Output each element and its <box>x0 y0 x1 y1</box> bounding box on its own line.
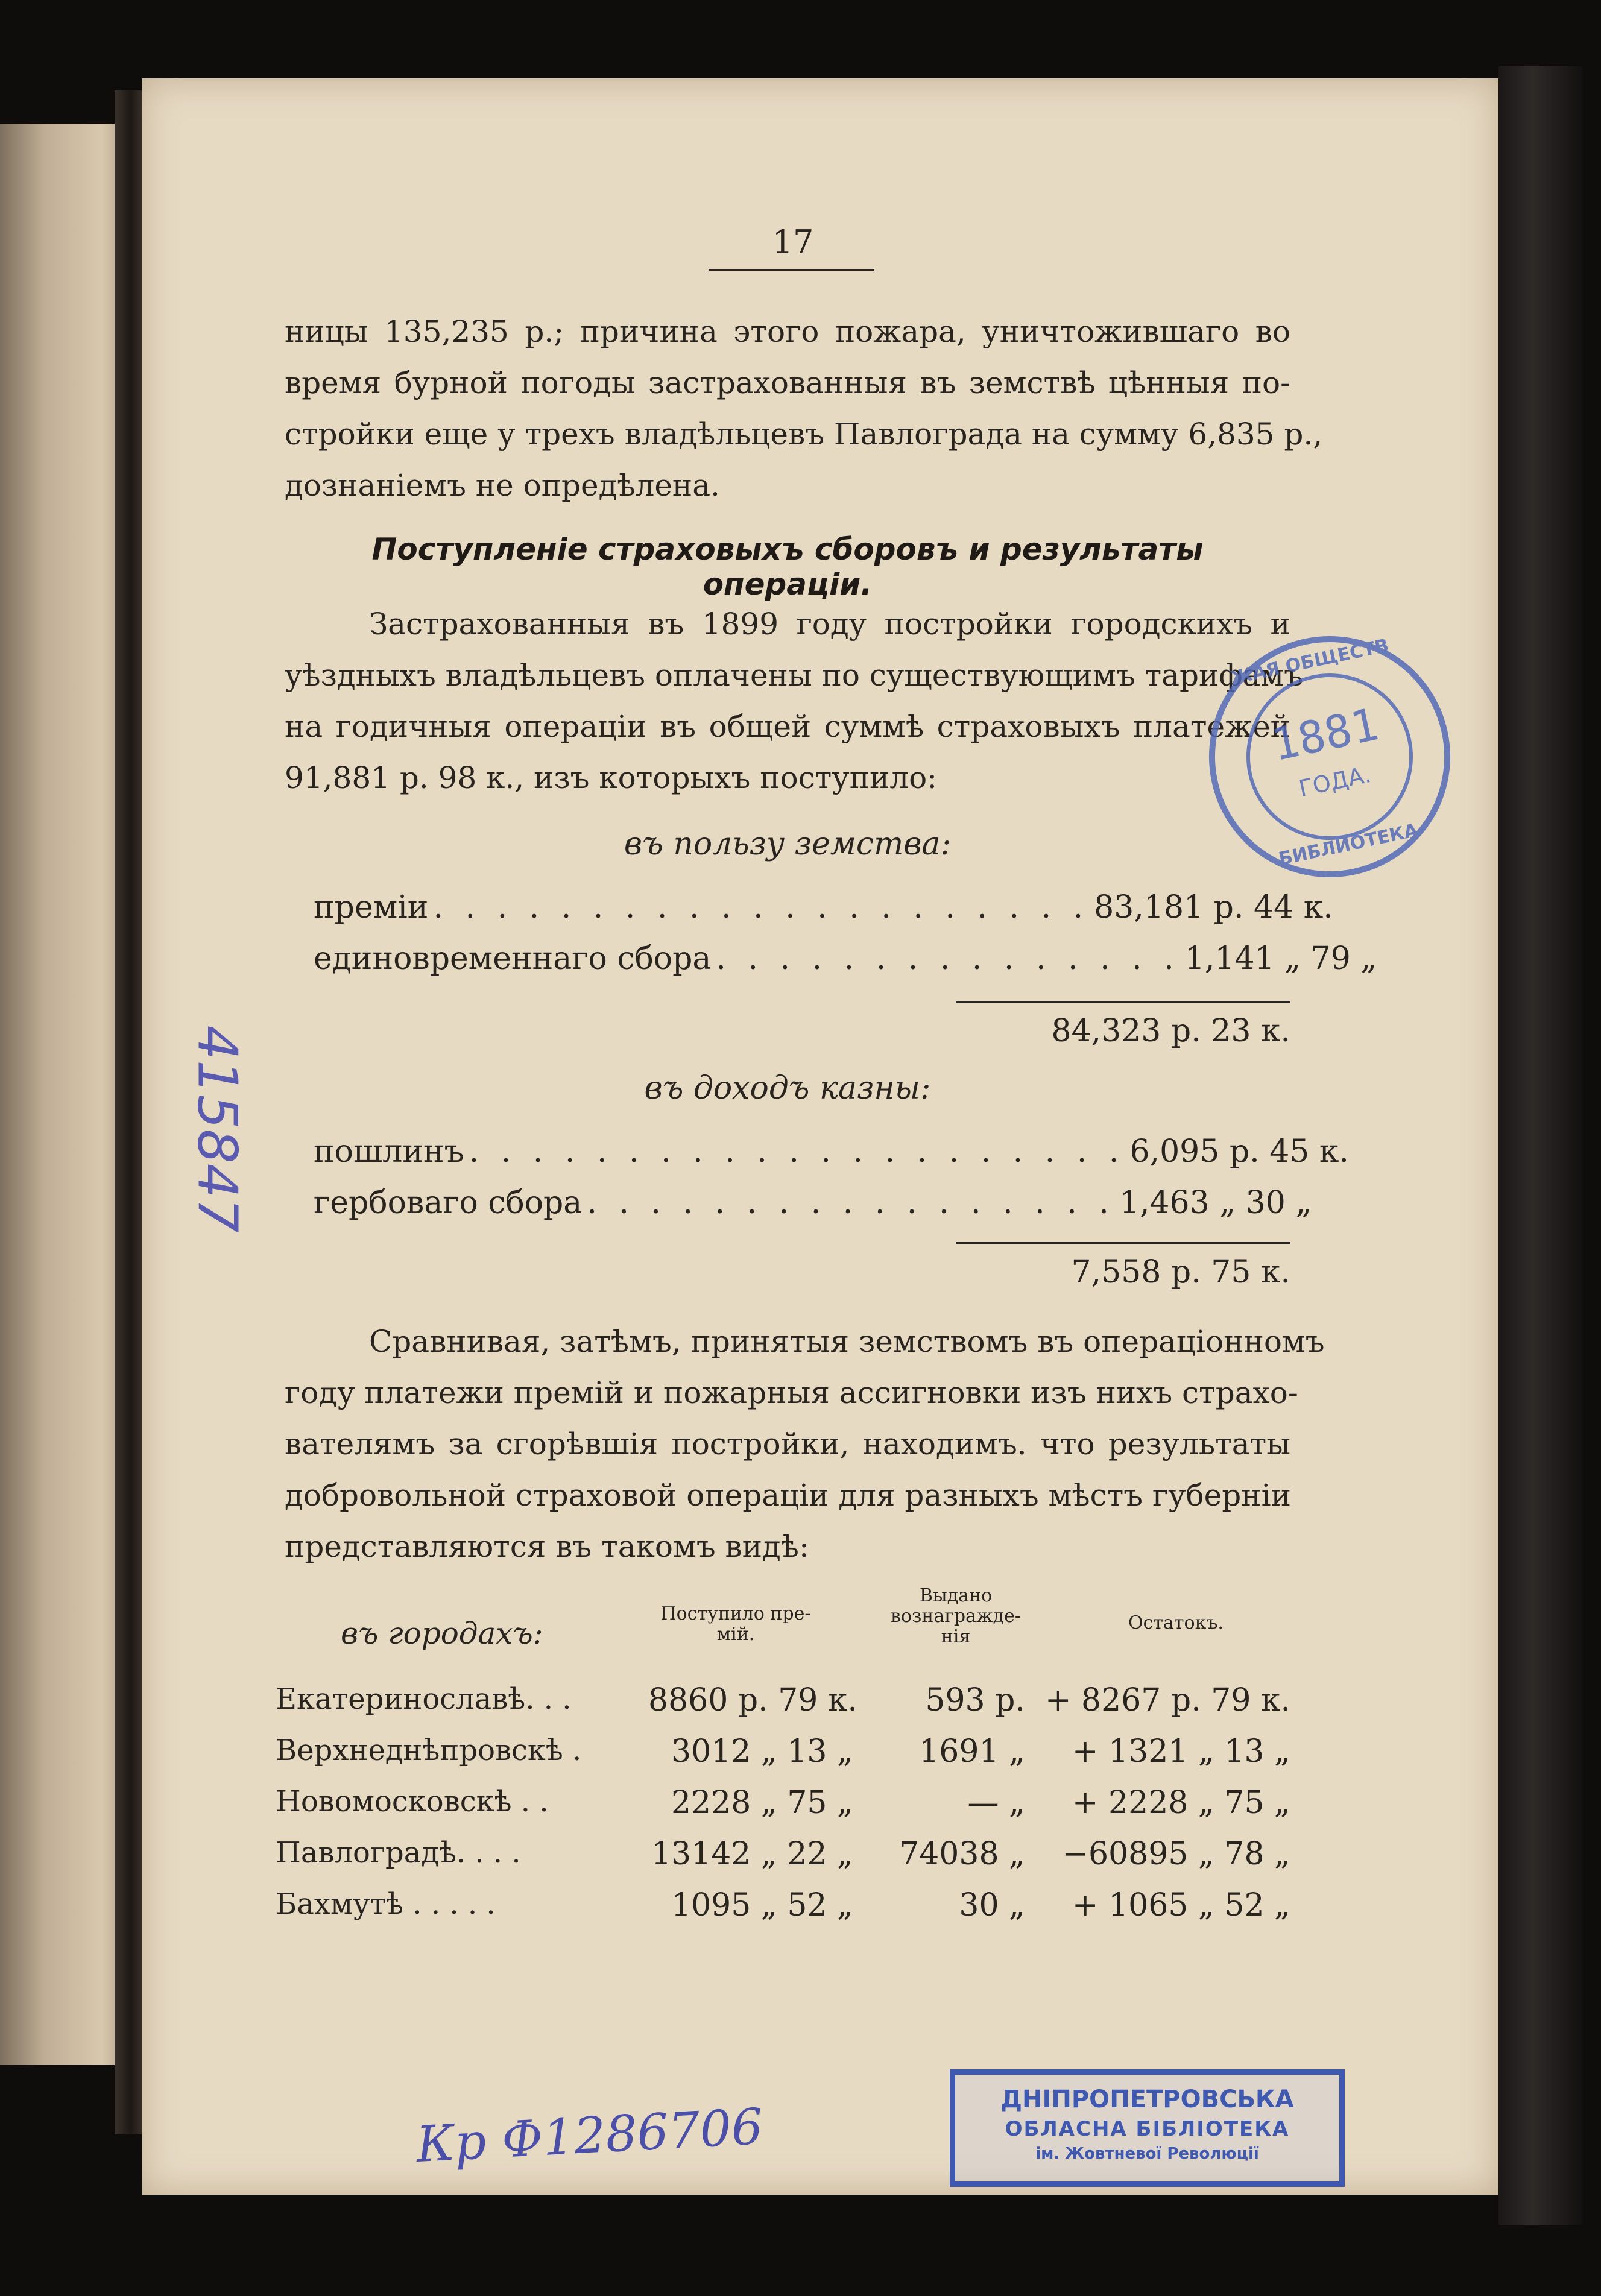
city-name: Павлоградѣ. . . . <box>276 1836 521 1870</box>
ledger-amount: 1,141 „ 79 „ <box>1184 941 1377 977</box>
stamp-rect-line: ОБЛАСНА БІБЛІОТЕКА <box>1005 2117 1290 2141</box>
paragraph-1-line: дознаніемъ не опредѣлена. <box>285 468 720 503</box>
city-name: Екатеринославѣ. . . <box>276 1682 572 1716</box>
handwritten-shelfmark: Кр Ф1286706 <box>414 2098 765 2174</box>
cell-balance: + 1321 „ 13 „ <box>1072 1733 1290 1770</box>
leader-dots: . . . . . . . . . . . . . . . . . . . . . <box>433 889 1090 926</box>
ledger-label: преміи <box>314 889 429 926</box>
ledger-label: пошлинъ <box>314 1134 464 1170</box>
ledger-row <box>314 1134 1349 1176</box>
cell-received: 3012 „ 13 „ <box>671 1733 853 1770</box>
cell-balance: −60895 „ 78 „ <box>1062 1836 1290 1872</box>
sum-rule <box>956 1001 1290 1003</box>
cell-received: 8860 р. 79 к. <box>648 1682 857 1718</box>
section-heading: Поступленіе страховыхъ сборовъ и результаты операціи. <box>371 532 1204 602</box>
paragraph-1-line: время бурной погоды застрахованныя въ земствѣ цѣнныя по- <box>285 365 1290 400</box>
paragraph-2-line: Застрахованныя въ 1899 году постройки городскихъ и <box>369 607 1290 642</box>
ledger-label: единовременнаго сбора <box>314 941 712 977</box>
header-received <box>636 1604 835 1645</box>
rect-library-stamp <box>950 2069 1345 2187</box>
left-page-edge <box>0 124 127 2065</box>
paragraph-2-line: уѣздныхъ владѣльцевъ оплачены по существующимъ тарифамъ <box>285 658 1303 693</box>
ledger-amount: 6,095 р. 45 к. <box>1129 1134 1349 1170</box>
paragraph-1-line: стройки еще у трехъ владѣльцевъ Павлограда на сумму 6,835 р., <box>285 417 1323 452</box>
paragraph-3-line: году платежи премій и пожарныя ассигновки изъ нихъ страхо- <box>285 1375 1298 1410</box>
cell-paid: 74038 „ <box>899 1836 1025 1872</box>
cell-received: 2228 „ 75 „ <box>671 1785 853 1821</box>
stamp-top-text: ЖАЯ ОБЩЕСТВ <box>1228 635 1391 689</box>
margin-inventory-number: 415847 <box>185 1025 249 1233</box>
book-binding <box>1498 66 1583 2225</box>
header-paid-line: вознагражде- <box>891 1606 1021 1627</box>
ledger-row <box>314 941 1377 983</box>
stamp-rect-line: ім. Жовтневої Революції <box>1035 2145 1259 2163</box>
cell-paid: — „ <box>967 1785 1025 1821</box>
cell-balance: + 2228 „ 75 „ <box>1072 1785 1290 1821</box>
leader-dots: . . . . . . . . . . . . . . . . . . . . . <box>469 1134 1125 1170</box>
header-paid <box>868 1586 1043 1647</box>
stamp-rect-line: ДНІПРОПЕТРОВСЬКА <box>1000 2086 1294 2113</box>
cell-received: 13142 „ 22 „ <box>651 1836 853 1872</box>
header-balance <box>1085 1613 1266 1633</box>
header-paid-line: нія <box>941 1626 971 1647</box>
zemstvo-total: 84,323 р. 23 к. <box>1051 1013 1290 1049</box>
paragraph-3-line: добровольной страховой операціи для разныхъ мѣстъ губерніи <box>285 1478 1291 1513</box>
city-name: Верхнеднѣпровскѣ . <box>276 1733 582 1767</box>
header-received-line: Поступило пре- <box>660 1603 811 1624</box>
header-paid-line: Выдано <box>919 1585 993 1606</box>
cell-received: 1095 „ 52 „ <box>671 1887 853 1923</box>
ledger-amount: 1,463 „ 30 „ <box>1119 1185 1312 1221</box>
leader-dots: . . . . . . . . . . . . . . . <box>716 941 1180 977</box>
stamp-bottom-text: БИБЛИОТЕКА <box>1277 819 1420 870</box>
page-number-rule <box>709 269 874 271</box>
paragraph-2-line: 91,881 р. 98 к., изъ которыхъ поступило: <box>285 760 938 795</box>
leader-dots: . . . . . . . . . . . . . . . . . <box>587 1185 1115 1221</box>
paragraph-1-line: ницы 135,235 р.; причина этого пожара, уничтожившаго во <box>285 314 1290 349</box>
ledger-row <box>314 889 1333 932</box>
cell-balance: + 8267 р. 79 к. <box>1044 1682 1290 1718</box>
cell-paid: 1691 „ <box>919 1733 1025 1770</box>
paragraph-2-line: на годичныя операціи въ общей суммѣ страховыхъ платежей <box>285 709 1290 744</box>
sum-rule <box>956 1242 1290 1244</box>
header-balance-line: Остатокъ. <box>1128 1612 1224 1633</box>
ledger-row <box>314 1185 1312 1227</box>
cell-paid: 30 „ <box>959 1887 1025 1923</box>
paragraph-3-line: вателямъ за сгорѣвшія постройки, находимъ. что результаты <box>285 1427 1290 1462</box>
paragraph-3-line: Сравнивая, затѣмъ, принятыя земствомъ въ операціонномъ <box>369 1324 1325 1359</box>
cell-balance: + 1065 „ 52 „ <box>1072 1887 1290 1923</box>
header-received-line: мій. <box>716 1624 755 1645</box>
page-number: 17 <box>772 223 814 261</box>
city-name: Бахмутѣ . . . . . <box>276 1887 496 1921</box>
treasury-subheading: въ доходъ казны: <box>644 1070 931 1106</box>
paragraph-3-line: представляются въ такомъ видѣ: <box>285 1529 809 1564</box>
table-group-label: въ городахъ: <box>341 1616 543 1651</box>
zemstvo-subheading: въ пользу земства: <box>624 826 952 862</box>
city-name: Новомосковскѣ . . <box>276 1785 549 1818</box>
treasury-total: 7,558 р. 75 к. <box>1071 1254 1290 1290</box>
ledger-label: гербоваго сбора <box>314 1185 583 1221</box>
cell-paid: 593 р. <box>925 1682 1025 1718</box>
stamp-year: 1881 <box>1267 698 1383 772</box>
ledger-amount: 83,181 р. 44 к. <box>1094 889 1333 926</box>
stamp-word: ГОДА. <box>1296 761 1374 803</box>
